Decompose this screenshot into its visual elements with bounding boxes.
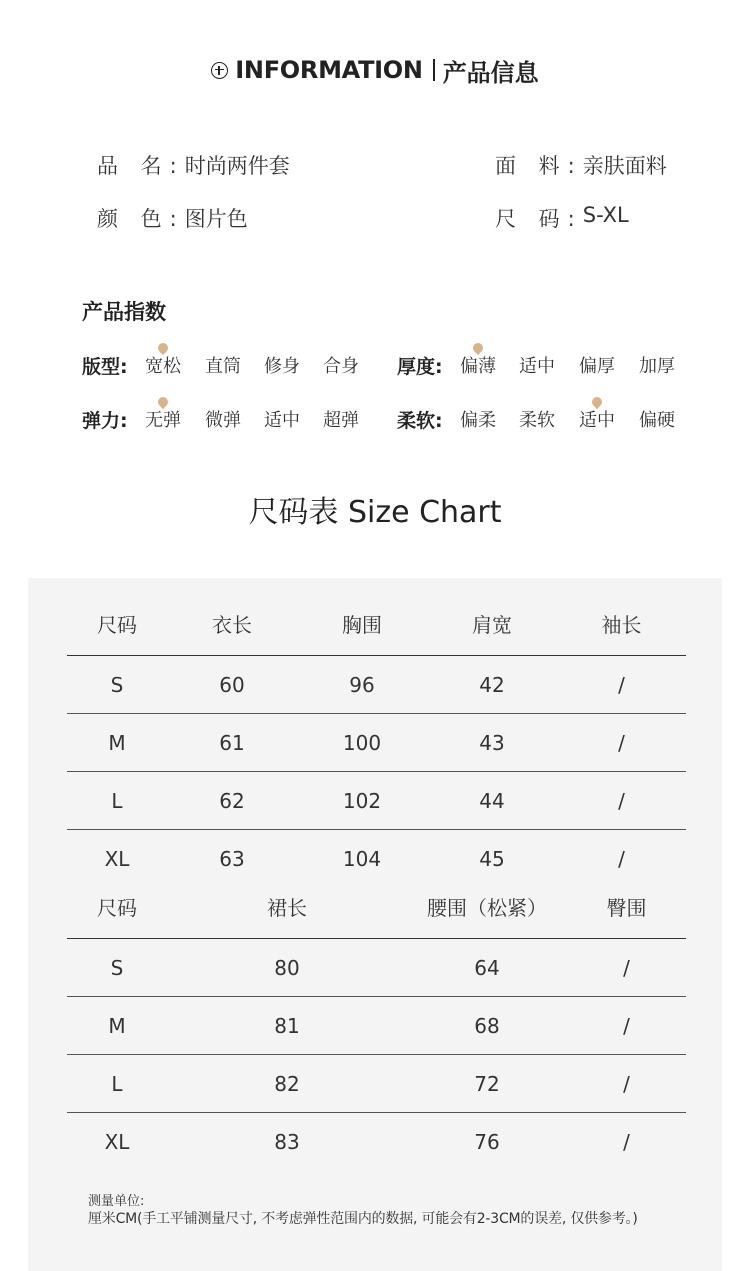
table-cell: /: [623, 955, 630, 980]
table-cell: 80: [274, 955, 300, 980]
elasticity-label: 弹力:: [82, 410, 128, 432]
table-cell: 72: [474, 1071, 500, 1096]
selected-marker-icon: [471, 341, 485, 355]
measure-unit-title: 测量单位:: [88, 1194, 145, 1209]
table-cell: 81: [274, 1013, 300, 1038]
table-cell: M: [108, 1013, 126, 1038]
index-option: [145, 406, 181, 436]
name-label: 品 名:: [97, 154, 185, 178]
table-header-cell: 裙长: [267, 895, 307, 920]
table-cell: 42: [479, 672, 505, 697]
table-cell: 43: [479, 730, 505, 755]
table-header-cell: 尺码: [97, 612, 137, 637]
table-header-row: [67, 874, 686, 939]
info-fabric: [495, 150, 667, 180]
info-color: [97, 203, 248, 233]
table-cell: 63: [219, 846, 245, 871]
index-option: [639, 406, 675, 436]
size-value: S-XL: [582, 203, 629, 227]
index-option: [323, 352, 359, 382]
table-cell: /: [618, 672, 625, 697]
table-cell: /: [623, 1071, 630, 1096]
table-row: [67, 1055, 686, 1113]
table-cell: XL: [104, 1129, 130, 1154]
header-title-en: INFORMATION: [235, 56, 423, 84]
table-cell: 60: [219, 672, 245, 697]
fabric-label: 面 料:: [495, 154, 583, 178]
size-chart-title: 尺码表 Size Chart: [248, 495, 502, 530]
table-cell: /: [623, 1129, 630, 1154]
selected-marker-icon: [156, 341, 170, 355]
table-cell: 62: [219, 788, 245, 813]
info-name: [97, 150, 290, 180]
index-option-label: 修身: [264, 356, 300, 377]
table-cell: 64: [474, 955, 500, 980]
index-option-label: 适中: [579, 410, 615, 431]
fabric-value: 亲肤面料: [582, 154, 667, 178]
softness-label: 柔软:: [397, 410, 443, 432]
index-option-label: 偏硬: [639, 410, 675, 431]
table-cell: 102: [342, 788, 382, 813]
table-cell: 76: [474, 1129, 500, 1154]
index-option-label: 直筒: [205, 356, 241, 377]
index-option-label: 加厚: [639, 356, 675, 377]
table-header-cell: 衣长: [212, 612, 252, 637]
index-option-label: 适中: [519, 356, 555, 377]
table-cell: 61: [219, 730, 245, 755]
table-cell: 104: [342, 846, 382, 871]
table-header-cell: 胸围: [342, 612, 382, 637]
index-option: [205, 406, 241, 436]
index-option: [579, 406, 615, 436]
selected-marker-icon: [590, 395, 604, 409]
table-cell: 100: [342, 730, 382, 755]
table-row: [67, 939, 686, 997]
index-row-fit-thickness: [0, 352, 750, 382]
table-row: [67, 997, 686, 1055]
size-table-panel: [28, 578, 722, 1271]
index-option: [145, 352, 181, 382]
selected-marker-icon: [156, 395, 170, 409]
table-header-cell: 尺码: [97, 895, 137, 920]
circle-plus-icon: [211, 62, 228, 79]
index-option-label: 适中: [264, 410, 300, 431]
color-value: 图片色: [184, 207, 248, 231]
index-option: [579, 352, 615, 382]
measure-unit-note: 厘米CM(手工平铺测量尺寸, 不考虑弹性范围内的数据, 可能会有2-3CM的误差, 仅供参考。): [88, 1211, 638, 1227]
table-cell: /: [618, 788, 625, 813]
info-header: [0, 52, 750, 88]
table-row: [67, 714, 686, 772]
index-option: [460, 352, 496, 382]
table-cell: L: [111, 1071, 123, 1096]
index-row-elastic-soft: [0, 406, 750, 436]
index-option-label: 偏薄: [460, 356, 496, 377]
table-cell: 82: [274, 1071, 300, 1096]
table-header-row: [67, 591, 686, 656]
index-option: [460, 406, 496, 436]
table-cell: 96: [349, 672, 375, 697]
top-size-table: [67, 591, 686, 887]
index-option-label: 宽松: [145, 356, 181, 377]
index-option-label: 柔软: [519, 410, 555, 431]
product-index-title: 产品指数: [82, 300, 166, 324]
size-label: 尺 码:: [495, 207, 583, 231]
table-cell: S: [110, 672, 124, 697]
index-option: [519, 352, 555, 382]
index-option-label: 超弹: [323, 410, 359, 431]
bottom-size-table: [67, 874, 686, 1170]
fit-label: 版型:: [82, 356, 128, 378]
table-header-cell: 袖长: [601, 612, 642, 637]
index-option: [519, 406, 555, 436]
table-cell: /: [618, 846, 625, 871]
table-row: [67, 656, 686, 714]
table-cell: 83: [274, 1129, 300, 1154]
index-option-label: 合身: [323, 356, 359, 377]
index-option-label: 偏柔: [460, 410, 496, 431]
table-cell: XL: [104, 846, 130, 871]
table-header-cell: 腰围（松紧）: [427, 895, 547, 920]
index-option: [639, 352, 675, 382]
index-option: [264, 406, 300, 436]
table-cell: /: [618, 730, 625, 755]
table-cell: 45: [479, 846, 505, 871]
table-header-cell: 肩宽: [472, 612, 512, 637]
header-title-cn: 产品信息: [442, 58, 539, 87]
table-cell: S: [110, 955, 124, 980]
name-value: 时尚两件套: [184, 154, 290, 178]
info-size: [495, 203, 629, 233]
index-option-label: 偏厚: [579, 356, 615, 377]
table-row: [67, 1113, 686, 1170]
index-option: [264, 352, 300, 382]
index-option-label: 微弹: [205, 410, 241, 431]
table-cell: 68: [474, 1013, 500, 1038]
index-option-label: 无弹: [145, 410, 181, 431]
table-cell: /: [623, 1013, 630, 1038]
index-option: [323, 406, 359, 436]
table-row: [67, 772, 686, 830]
table-cell: 44: [479, 788, 505, 813]
table-header-cell: 臀围: [606, 895, 647, 920]
thickness-label: 厚度:: [397, 356, 443, 378]
index-option: [205, 352, 241, 382]
table-cell: M: [108, 730, 126, 755]
color-label: 颜 色:: [97, 207, 185, 231]
table-cell: L: [111, 788, 123, 813]
header-divider: [433, 59, 435, 81]
